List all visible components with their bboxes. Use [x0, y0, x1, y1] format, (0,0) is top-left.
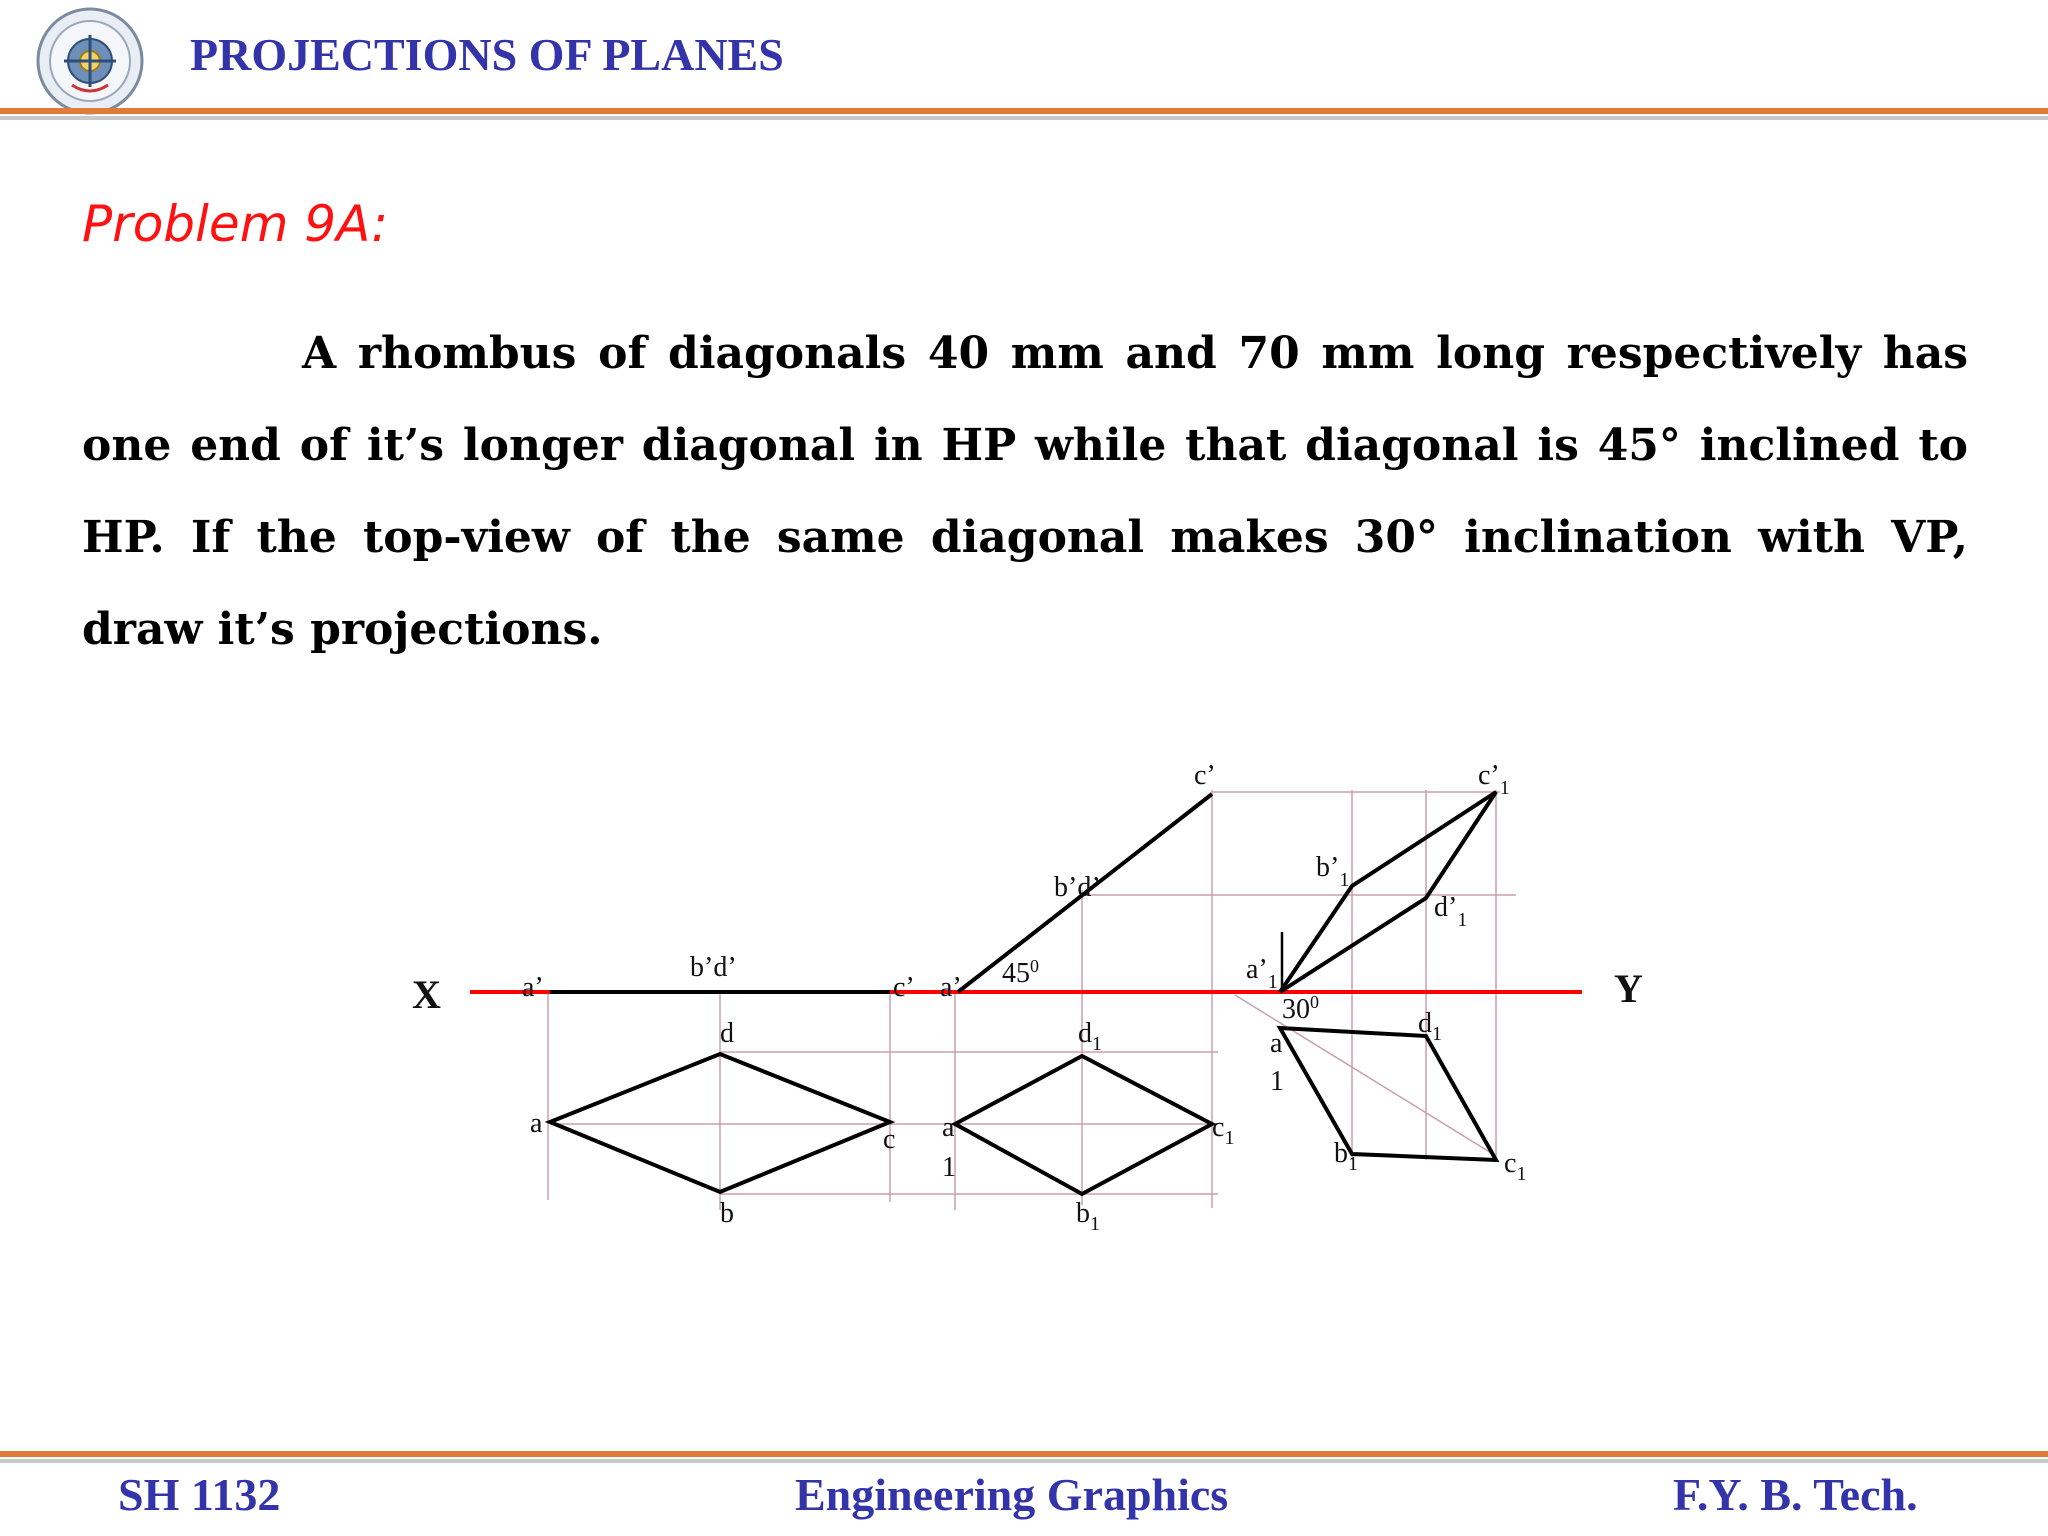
- label-a-prime: a’: [522, 972, 544, 1003]
- label-a1-final: a: [1270, 1028, 1283, 1059]
- label-b1-final: $b_1$: [1334, 1138, 1358, 1175]
- label-c: c: [883, 1124, 896, 1155]
- label-a1-final-sub: 1: [1270, 1066, 1284, 1097]
- institute-logo: [34, 5, 146, 117]
- problem-title: Problem 9A:: [82, 195, 389, 253]
- label-c1-final: $c_1$: [1504, 1148, 1527, 1185]
- footer-class: F.Y. B. Tech.: [1673, 1469, 1918, 1520]
- fv-labels-stage1: [522, 952, 915, 1003]
- page-title: PROJECTIONS OF PLANES: [190, 29, 784, 80]
- projection-drawing: [0, 740, 2048, 1260]
- label-angle-45: $45^0$: [1002, 956, 1039, 989]
- label-c-prime: c’: [893, 972, 915, 1003]
- footer-divider-orange: [0, 1451, 2048, 1457]
- label-b1: $b_1$: [1076, 1198, 1100, 1235]
- label-b1-prime: $b’_1$: [1316, 852, 1350, 891]
- label-a1: a: [942, 1112, 955, 1143]
- label-c-prime-2: c’: [1194, 760, 1216, 791]
- label-bd-prime: b’d’: [690, 952, 737, 983]
- x-axis-label: X: [412, 972, 441, 1017]
- label-a1-sub: 1: [942, 1152, 956, 1183]
- label-b: b: [720, 1198, 734, 1229]
- footer-course-code: SH 1132: [118, 1469, 281, 1520]
- label-bd-prime-2: b’d’: [1054, 872, 1101, 903]
- footer-divider-grey: [0, 1459, 2048, 1463]
- y-axis-label: Y: [1614, 966, 1643, 1011]
- label-a: a: [530, 1108, 543, 1139]
- header-divider-orange: [0, 108, 2048, 114]
- label-a1-prime: $a’_1$: [1246, 954, 1278, 993]
- construction-lines: [548, 790, 1516, 1210]
- label-d1: $d_1$: [1078, 1018, 1102, 1055]
- header-divider-grey: [0, 116, 2048, 120]
- footer-subject: Engineering Graphics: [795, 1469, 1229, 1520]
- label-d1-prime: $d’_1$: [1434, 892, 1468, 931]
- label-a-prime-2: a’: [940, 972, 962, 1003]
- fv-labels-stage2: [940, 760, 1216, 1003]
- label-c1-prime: $c’_1$: [1478, 760, 1510, 799]
- label-d1-final: $d_1$: [1418, 1008, 1442, 1045]
- label-d: d: [720, 1018, 734, 1049]
- label-angle-30: $30^0$: [1282, 992, 1319, 1025]
- tv-labels-stage2: [942, 1018, 1234, 1235]
- problem-statement: A rhombus of diagonals 40 mm and 70 mm long respectively has one end of it’s longer diagonal in HP while that diagonal is 45° inclined to HP. If the top-view of the same diagonal makes 30° inclination with VP, draw it’s projections.: [82, 328, 1968, 655]
- label-c1: $c_1$: [1212, 1112, 1235, 1149]
